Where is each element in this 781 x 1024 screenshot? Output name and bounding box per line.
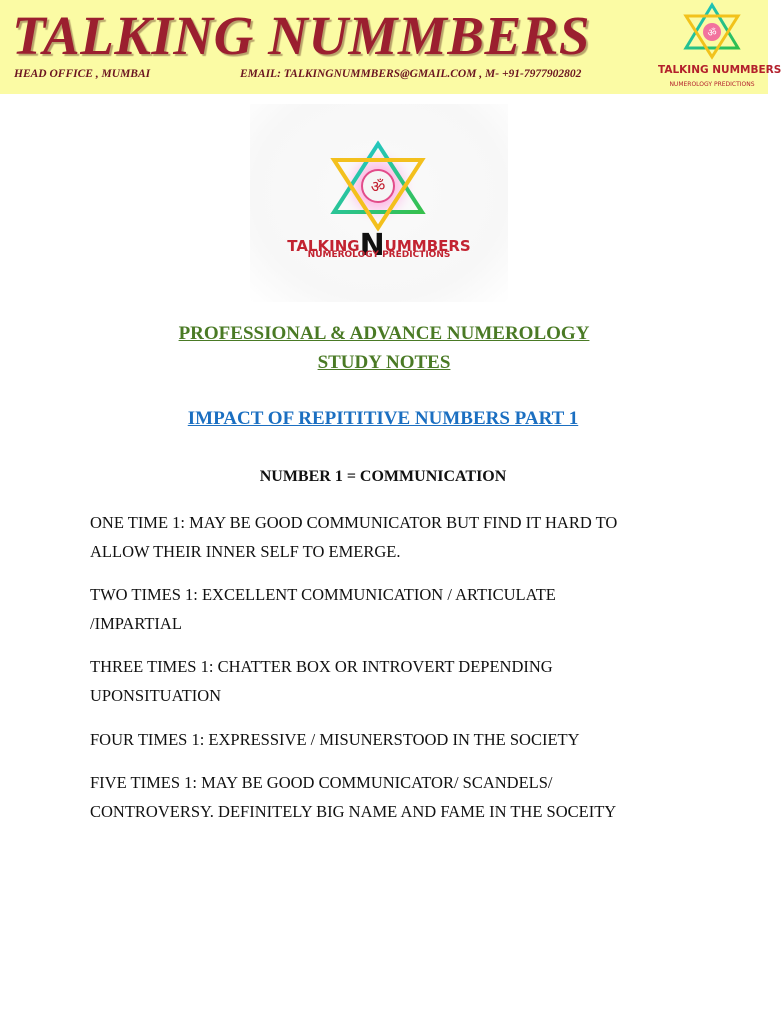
paragraph-line: TWO TIMES 1: EXCELLENT COMMUNICATION / ARTICULATE	[90, 585, 556, 604]
svg-text:ॐ: ॐ	[370, 177, 386, 196]
center-logo	[250, 104, 508, 302]
paragraph-five-times	[90, 769, 730, 826]
paragraph-two-times	[90, 581, 730, 638]
logo-tagline: NUMEROLOGY PREDICTIONS	[307, 250, 451, 260]
paragraph-line: ONE TIME 1: MAY BE GOOD COMMUNICATOR BUT FIND IT HARD TO	[90, 513, 618, 532]
study-notes-heading	[0, 352, 768, 374]
paragraph-line: THREE TIMES 1: CHATTER BOX OR INTROVERT DEPENDING	[90, 657, 553, 676]
paragraph-line: CONTROVERSY. DEFINITELY BIG NAME AND FAME IN THE SOCEITY	[90, 801, 617, 821]
logo-wordmark-n: N	[359, 228, 385, 263]
topic-heading-text: IMPACT OF REPITITIVE NUMBERS PART 1	[187, 408, 579, 429]
letterhead-banner	[0, 0, 781, 94]
course-heading-text: PROFESSIONAL & ADVANCE NUMEROLOGY	[178, 323, 590, 344]
paragraph-four-times	[90, 726, 730, 755]
header-logo	[658, 2, 781, 92]
paragraph-line: FOUR TIMES 1: EXPRESSIVE / MISUNERSTOOD IN THE SOCIETY	[90, 730, 580, 749]
star-of-david-icon	[682, 2, 742, 60]
star-of-david-om-icon	[326, 140, 430, 230]
logo-wordmark-prefix: TALKING	[287, 237, 360, 255]
course-heading	[0, 323, 768, 345]
head-office-label: HEAD OFFICE , MUMBAI	[14, 68, 151, 80]
paragraph-one-time	[90, 509, 730, 566]
paragraph-three-times	[90, 653, 730, 710]
study-notes-text: STUDY NOTES	[317, 352, 451, 373]
paragraph-line: FIVE TIMES 1: MAY BE GOOD COMMUNICATOR/ SCANDELS/	[90, 773, 553, 792]
paragraph-line: ALLOW THEIR INNER SELF TO EMERGE.	[90, 541, 401, 561]
svg-text:ॐ: ॐ	[707, 28, 717, 39]
company-title: TALKING NUMMBERS	[12, 5, 591, 66]
header-logo-text: TALKING NUMMBERS	[658, 64, 781, 76]
paragraph-line: /IMPARTIAL	[90, 613, 182, 633]
header-logo-subtext: NUMEROLOGY PREDICTIONS	[669, 81, 755, 88]
contact-info: EMAIL: TALKINGNUMMBERS@GMAIL.COM , M- +91-7977902802	[240, 68, 582, 80]
logo-wordmark-suffix: UMMBERS	[384, 237, 471, 255]
paragraph-line: UPONSITUATION	[90, 685, 222, 705]
topic-heading	[0, 408, 766, 430]
section-subheading: NUMBER 1 = COMMUNICATION	[259, 468, 507, 485]
